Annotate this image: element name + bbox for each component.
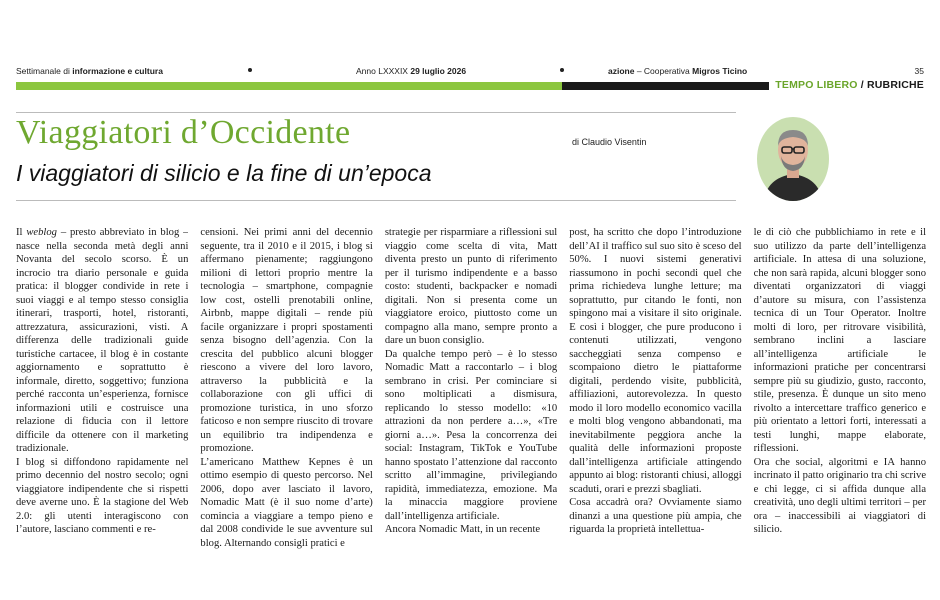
separator-dot bbox=[560, 68, 564, 72]
publisher-brand: Migros Ticino bbox=[692, 66, 748, 76]
byline: di Claudio Visentin bbox=[572, 137, 647, 147]
section-label bbox=[769, 79, 924, 91]
publication-tagline bbox=[16, 66, 163, 76]
paragraph: I blog si diffondono rapidamente nel primo decennio del nostro secolo; ogni viaggiatore indipendente che si rispetti deve averne uno. È la stagione del Web 2.0: gli utenti interagiscono con l’autore, lasciano commenti e re- bbox=[16, 456, 189, 535]
article-body bbox=[16, 226, 926, 596]
paragraph: Ora che social, algoritmi e IA hanno incrinato il patto originario tra chi scrive e chi legge, ci si affida dunque alla creatività, uno degli ultimi territori – per ora – inaccessibili ai viaggiatori di silicio. bbox=[753, 456, 927, 535]
separator-dot bbox=[248, 68, 252, 72]
paragraph: Da qualche tempo però – è lo stesso Nomadic Matt a raccontarlo – i blog sembrano in crisi. Per cominciare si sono moltiplicati a dismisura, replicando lo stesso modello: «10 attrazioni da non perdere a…», «Tre giorni a…». Pesa la concorrenza dei social: Instagram, TikTok e YouTube hanno spostato l’attenzione dal racconto scritto all’immagine, privilegiando rapidità, immediatezza, emozione. Ma la minaccia maggiore proviene dall’intelligenza artificiale. bbox=[384, 348, 558, 522]
title-rule-bottom bbox=[16, 200, 736, 201]
accent-bar-green bbox=[16, 82, 562, 90]
paragraph bbox=[16, 226, 188, 456]
article-subtitle: I viaggiatori di silicio e la fine di un’epoca bbox=[16, 160, 432, 186]
column-title: Viaggiatori d’Occidente bbox=[16, 114, 351, 151]
author-portrait bbox=[756, 116, 830, 202]
paragraph: le di ciò che pubblichiamo in rete e il suo utilizzo da parte dell’intelligenza artificiale. In attesa di una soluzione, che non sarà rapida, alcuni blogger sono diventati organizzatori di viaggi d’autore su misura, con l’assistenza tecnica di un Tour Operator. Inoltre molti di loro, per ritrovare visibilità, sembrano inclini a lasciare all’intelligenza artificiale le informazioni pratiche per concentrarsi sempre più su giudizio, gusto, racconto, stile, presenza. È dunque un sito meno rivolto a intercettare traffico generico e più orientato a lettori forti, interessati a testi lunghi, mappe elaborate, riflessioni. bbox=[753, 227, 927, 454]
section-separator: / bbox=[857, 79, 867, 91]
page-number: 35 bbox=[914, 66, 924, 76]
title-rule-top bbox=[16, 112, 736, 113]
section-secondary: RUBRICHE bbox=[866, 79, 924, 91]
text-run: Il bbox=[16, 227, 27, 238]
publisher-mid: – Cooperativa bbox=[634, 66, 693, 76]
paragraph: strategie per risparmiare a riflessioni sul viaggio come scelta di vita, Matt diventa presto un punto di riferimento per il turismo indipendente e a basso costo: studenti, backpacker e nomadi digitali. Non si presenta come un viaggiatore eroico, piuttosto come un compagno alla mano, sempre pronto a dare un buon consiglio. bbox=[384, 227, 558, 346]
section-primary: TEMPO LIBERO bbox=[775, 79, 858, 91]
column-5 bbox=[754, 226, 926, 596]
issue-number: Anno LXXXIX bbox=[356, 66, 411, 76]
paragraph: Cosa accadrà ora? Ovviamente siamo dinanzi a una questione più ampia, che riguarda la proprietà intellettua- bbox=[569, 497, 742, 535]
issue-date bbox=[356, 66, 466, 76]
tagline-prefix: Settimanale di bbox=[16, 66, 73, 76]
paragraph: post, ha scritto che dopo l’introduzione dell’AI il traffico sul suo sito è sceso del 50%. I nuovi sistemi generativi riassumono in pochi secondi quel che prima richiedeva lunghe letture; ma soprattutto, pur citando le fonti, non spingono mai a visitare il sito originale. E così i blogger, che pure producono i contenuti utilizzati, vengono saccheggiati senza compenso e scompaiono dietro le piattaforme digitali, perdendo visite, pubblicità, affiliazioni, autorevolezza. In questo modo il loro modello economico vacilla e molti blog vengono abbandonati, ma inevitabilmente peggiora anche la qualità delle informazioni proposte dall’intelligenza artificiale attingendo appunto ai blog: ristoranti chiusi, alloggi scaduti, orari e prezzi sbagliati. bbox=[569, 227, 742, 495]
paragraph: L’americano Matthew Kepnes è un ottimo esempio di questo percorso. Nel 2006, dopo aver lasciato il lavoro, Nomadic Matt (è il suo nome d’arte) comincia a viaggiare a tempo pieno e dal 2008 condivide le sue avventure sul blog. Alternando consigli pratici e bbox=[200, 456, 373, 549]
tagline-bold: informazione e cultura bbox=[72, 66, 163, 76]
text-run: – presto abbreviato in blog – nasce nella seconda metà degli anni Novanta del secolo scorso. È un incrocio tra diario personale e guida pratica: il blogger condivide in rete i suoi viaggi e al tempo stesso consiglia itinerari, trasporti, hotel, ristoranti, attrezzatura, assicurazioni, visti. A differenza delle tradizionali guide turistiche cartacee, il blog è in costante aggiornamento e soprattutto è informale, diretto, soggettivo; funziona perché racconta un’esperienza, fornisce informazioni utili e costruisce una relazione di fiducia con il lettore difficile da ottenere con il marketing tradizionale. bbox=[16, 227, 189, 454]
column-1 bbox=[16, 226, 188, 596]
column-2 bbox=[200, 226, 372, 596]
paragraph: censioni. Nei primi anni del decennio seguente, tra il 2010 e il 2015, i blog si affermano pienamente; raggiungono milioni di lettori proprio mentre la tecnologia – smartphone, compagnie low cost, ostelli prenotabili online, Airbnb, mappe digitali – rende più facile organizzare i propri spostamenti senza bisogno dell’agenzia. Con la crescita del pubblico alcuni blogger riescono a vivere del loro lavoro, attraverso la pubblicità e la collaborazione con gli uffici di promozione turistica, in uno sforzo faticoso e non sempre riuscito di trovare un equilibrio tra indipendenza e promozione. bbox=[200, 227, 373, 454]
paragraph: Ancora Nomadic Matt, in un recente bbox=[384, 524, 541, 535]
publisher-name: azione bbox=[608, 66, 635, 76]
column-3 bbox=[385, 226, 557, 596]
column-4 bbox=[569, 226, 741, 596]
issue-date-bold: 29 luglio 2026 bbox=[410, 66, 467, 76]
publisher bbox=[608, 66, 747, 76]
term-weblog: weblog bbox=[26, 227, 57, 238]
